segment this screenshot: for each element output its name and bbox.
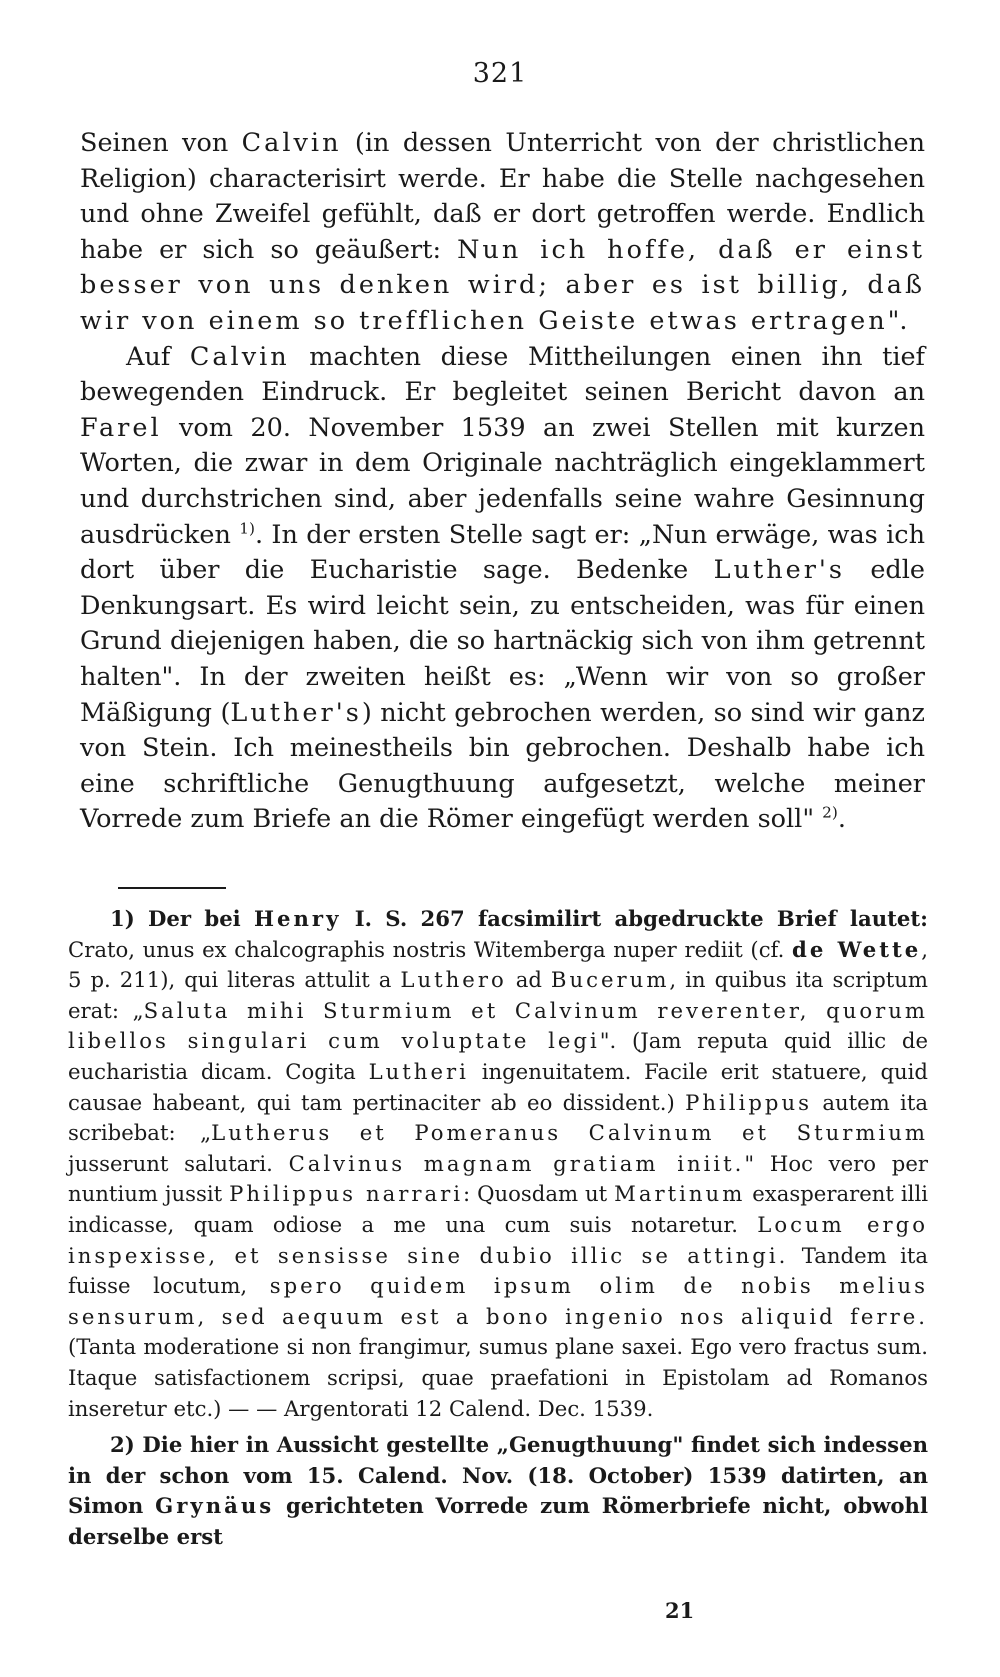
- text-run: ingenuitatem. Facile erit statuere, quid causae habeant, qui tam pertinaciter ab eo dissident.): [68, 1058, 928, 1115]
- text-run: 1) Der bei: [110, 906, 255, 931]
- spaced-name: Martinum: [614, 1181, 746, 1207]
- text-run: Tandem ita fuisse locutum,: [68, 1242, 928, 1299]
- text-run: . In der ersten Stelle sagt er: „Nun erwäge, was ich dort über die Eucharistie sage. Bedenke: [80, 519, 925, 586]
- text-run: , 5 p. 211), qui literas attulit a: [68, 936, 928, 993]
- text-run: machten diese Mittheilungen einen ihn tief bewegenden Eindruck. Er begleitet seinen Bericht davon an: [80, 341, 925, 408]
- text-run: vom 20. November 1539 an zwei Stellen mit kurzen Worten, die zwar in dem Originale nachträglich eingeklammert und durchstrichen sind, aber jedenfalls seine wahre Gesinnung ausdrücken: [80, 412, 925, 550]
- spaced-name: Henry: [254, 906, 342, 931]
- spaced-quote: Locum ergo inspexisse, et sensisse sine dubio illic se attingi.: [68, 1211, 929, 1268]
- spaced-quote: Lutherus et Pomeranus Calvinum et Sturmium: [211, 1120, 928, 1146]
- footnote-2: [68, 1430, 928, 1552]
- footnote-1: [68, 904, 928, 1424]
- spaced-quote: Nun ich hoffe, daß er einst besser von uns denken wird; aber es ist billig, daß wir von einem so trefflichen Geiste etwas ertragen: [80, 234, 925, 336]
- spaced-name: de Wette: [792, 936, 922, 962]
- spaced-name: Luther's: [713, 555, 845, 586]
- spaced-name: Luthero: [400, 967, 507, 993]
- text-run: .: [837, 804, 846, 835]
- footnote-divider: [118, 887, 226, 889]
- text-run: I. S. 267 facsimilirt abgedruckte Brief lautet:: [341, 906, 928, 931]
- text-run: ) nicht gebrochen werden, so sind wir ganz von Stein. Ich meinestheils bin gebrochen. Deshalb habe ich eine schriftliche Genugthuung aufgesetzt, welche meiner Vorrede zum Briefe an die Römer eingefügt werden soll": [80, 697, 925, 835]
- spaced-name: Farel: [80, 412, 162, 443]
- text-run: autem ita scribebat: „: [68, 1089, 928, 1146]
- text-run: (in dessen Unterricht von der christlichen Religion) characterisirt werde. Er habe die Stelle nachgesehen und ohne Zweifel gefühlt, daß er dort getroffen werde. Endlich habe er sich so geäußert:: [80, 128, 926, 265]
- spaced-name: Calvin: [241, 128, 342, 158]
- text-run: gerichteten Vorrede zum Römerbriefe nicht, obwohl derselbe erst: [68, 1493, 928, 1549]
- text-run: ".: [887, 305, 908, 336]
- text-run: " Hoc vero per nuntium jussit: [68, 1150, 928, 1207]
- spaced-name: Philippus: [685, 1089, 812, 1115]
- spaced-quote: spero quidem ipsum olim de nobis melius sensurum, sed aequum est a bono ingenio nos aliquid ferre.: [68, 1273, 928, 1329]
- spaced-name: Bucerum: [550, 967, 670, 993]
- footnotes: [68, 904, 928, 1552]
- text-run: (Tanta moderatione si non frangimur, sumus plane saxei. Ego vero fractus sum. Itaque satisfactionem scripsi, quae praefationi in Epistolam ad Romanos inseretur etc.) — — Argentorati 12 Calend. Dec. 1539.: [68, 1334, 928, 1421]
- text-run: 2) Die hier in Aussicht gestellte „Genugthuung" findet sich indessen in der schon vom 15. Calend. Nov. (18. October) 1539 datirten, an Simon: [68, 1432, 928, 1519]
- spaced-name: Grynäus: [155, 1493, 275, 1519]
- paragraph-2: [80, 340, 925, 838]
- footnote-ref-1: 1): [239, 519, 255, 538]
- text-run: ". (Jam reputa quid illic de eucharistia dicam. Cogita: [68, 1028, 929, 1084]
- text-run: edle Denkungsart. Es wird leicht sein, zu entscheiden, was für einen Grund diejenigen haben, die so hartnäckig sich von ihm getrennt halten". In der zweiten heißt es: „Wenn wir von so großer Mäßigung (: [80, 555, 925, 728]
- footnote-ref-2: 2): [822, 803, 838, 822]
- text-run: jusserunt salutari.: [68, 1150, 289, 1176]
- text-run: : Quosdam ut: [463, 1181, 615, 1207]
- spaced-name: Calvin: [189, 341, 290, 372]
- page-number: 321: [472, 58, 528, 89]
- text-run: ad: [506, 967, 551, 993]
- spaced-name: Luther's: [230, 697, 362, 728]
- text-run: , in quibus ita scriptum erat: „: [68, 967, 929, 1023]
- text-run: Seinen von: [80, 128, 242, 158]
- paragraph-1: [80, 126, 925, 340]
- spaced-quote: Philippus narrari: [229, 1181, 464, 1207]
- main-text: [80, 126, 925, 838]
- text-run: exasperarent illi indicasse, quam odiose a me una cum suis notaretur.: [68, 1181, 928, 1237]
- spaced-quote: Saluta mihi Sturmium et Calvinum reverenter, quorum libellos singulari cum voluptate legi: [68, 997, 928, 1054]
- text-run: Crato, unus ex chalcographis nostris Witemberga nuper rediit (cf.: [68, 936, 793, 962]
- spaced-quote: Calvinus magnam gratiam iniit.: [288, 1150, 745, 1176]
- text-run: Auf: [126, 341, 190, 372]
- signature-mark: 21: [665, 1598, 695, 1623]
- spaced-name: Lutheri: [368, 1058, 469, 1084]
